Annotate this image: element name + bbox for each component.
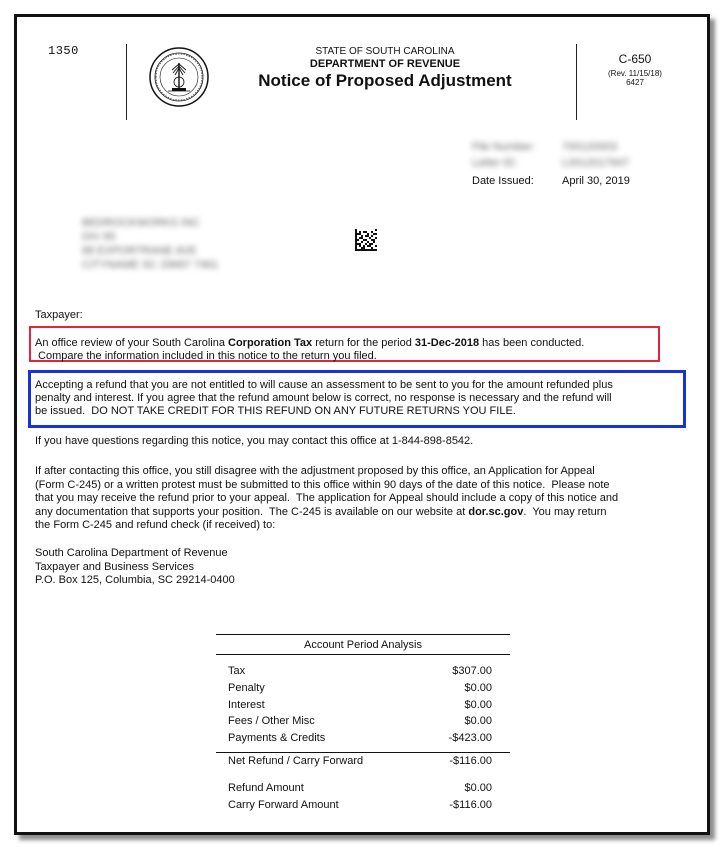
state-name: STATE OF SOUTH CAROLINA bbox=[315, 46, 455, 57]
form-number: 1350 bbox=[48, 44, 79, 58]
state-seal-icon bbox=[148, 46, 210, 108]
address-line: DIV 85 bbox=[82, 231, 116, 243]
table-row-label: Tax bbox=[228, 665, 246, 677]
table-row-label: Penalty bbox=[228, 681, 265, 694]
table-row-net: Net Refund / Carry Forward -$116.00 bbox=[228, 754, 492, 767]
table-row-value: $0.00 bbox=[464, 698, 492, 711]
table-title: Account Period Analysis bbox=[303, 639, 422, 651]
table-row bbox=[216, 682, 510, 699]
table-row-value: $307.00 bbox=[452, 665, 492, 677]
table-net-rule bbox=[216, 752, 510, 753]
mailing-address: South Carolina Department of Revenue Taxpayer and Business Services P.O. Box 125, Columbia, SC 29214-0400 bbox=[35, 547, 235, 586]
table-row-label: Payments & Credits bbox=[228, 732, 326, 745]
table-row bbox=[216, 665, 510, 682]
page-title: Notice of Proposed Adjustment bbox=[258, 71, 512, 90]
website-link[interactable]: dor.sc.gov bbox=[468, 505, 524, 518]
contact-paragraph: If you have questions regarding this notice, you may contact this office at 1-844-898-8542. bbox=[35, 435, 474, 447]
address-line: BEDROCKWORKS INC bbox=[82, 217, 200, 229]
account-period-table bbox=[216, 634, 510, 815]
table-row-label: Fees / Other Misc bbox=[228, 715, 315, 728]
address-line: CITYNAME SC 29687 7461 bbox=[82, 259, 219, 271]
department-name: DEPARTMENT OF REVENUE bbox=[309, 58, 461, 70]
table-row-value: $0.00 bbox=[464, 715, 492, 728]
table-header-rule bbox=[216, 654, 510, 655]
table-row-label: Interest bbox=[228, 698, 265, 711]
table-row bbox=[216, 699, 510, 716]
table-row-carry-forward: Carry Forward Amount -$116.00 bbox=[228, 798, 492, 811]
table-row bbox=[216, 715, 510, 732]
refund-warning-paragraph: Accepting a refund that you are not entitled to will cause an assessment to be sent to you for the amount refunded plus penalty and interest. If you agree that the refund amount below is correct, no response is necessary and the refund will be issued. DO NOT TAKE CREDIT FOR THIS REFUND ON ANY FUTURE RETURNS YOU FILE. bbox=[35, 379, 613, 417]
header-divider-left bbox=[126, 44, 127, 120]
file-number-label: File Number: bbox=[472, 141, 535, 153]
form-code: C-650 bbox=[618, 52, 652, 66]
header-divider-right bbox=[576, 44, 577, 120]
table-rows bbox=[216, 665, 510, 749]
review-paragraph: An office review of your South Carolina Corporation Tax return for the period 31-Dec-2018 has been conducted. Compare the information included in this notice to the return you filed. bbox=[35, 337, 585, 362]
letter-id-label: Letter ID: bbox=[472, 157, 518, 169]
taxpayer-label: Taxpayer: bbox=[35, 309, 83, 321]
table-row-refund: Refund Amount $0.00 bbox=[228, 781, 492, 794]
address-line: 88 EXPORTRANE AVE bbox=[82, 245, 197, 257]
table-row bbox=[216, 732, 510, 749]
table-row-value: $0.00 bbox=[464, 681, 492, 694]
appeal-paragraph: If after contacting this office, you still disagree with the adjustment proposed by this office, an Application for Appeal (Form C-245) or a written protest must be submitted to this office within 90 days of the date of this notice. Please note that you may receive the refund prior to your appeal. The application for Appeal should include a copy of this notice and any documentation that supports your position. The C-245 is available on our website at dor.sc.gov. You may return the Form C-245 and refund check (if received) to: bbox=[35, 465, 619, 532]
date-issued-value: April 30, 2019 bbox=[562, 175, 630, 187]
header-title-block bbox=[230, 46, 540, 91]
form-id-code: 6427 bbox=[626, 78, 644, 87]
letter-id-value: L0012017647 bbox=[562, 157, 630, 169]
file-number-value: 700120003 bbox=[562, 141, 618, 153]
taxpayer-address bbox=[82, 216, 218, 272]
date-issued-label: Date Issued: bbox=[472, 175, 534, 187]
table-row-value: -$423.00 bbox=[448, 732, 492, 745]
form-revision: (Rev. 11/15/18) bbox=[608, 69, 662, 78]
tax-type: Corporation Tax bbox=[228, 337, 313, 349]
barcode-icon bbox=[355, 229, 377, 251]
form-code-block bbox=[585, 52, 685, 87]
tax-period: 31-Dec-2018 bbox=[414, 337, 480, 349]
